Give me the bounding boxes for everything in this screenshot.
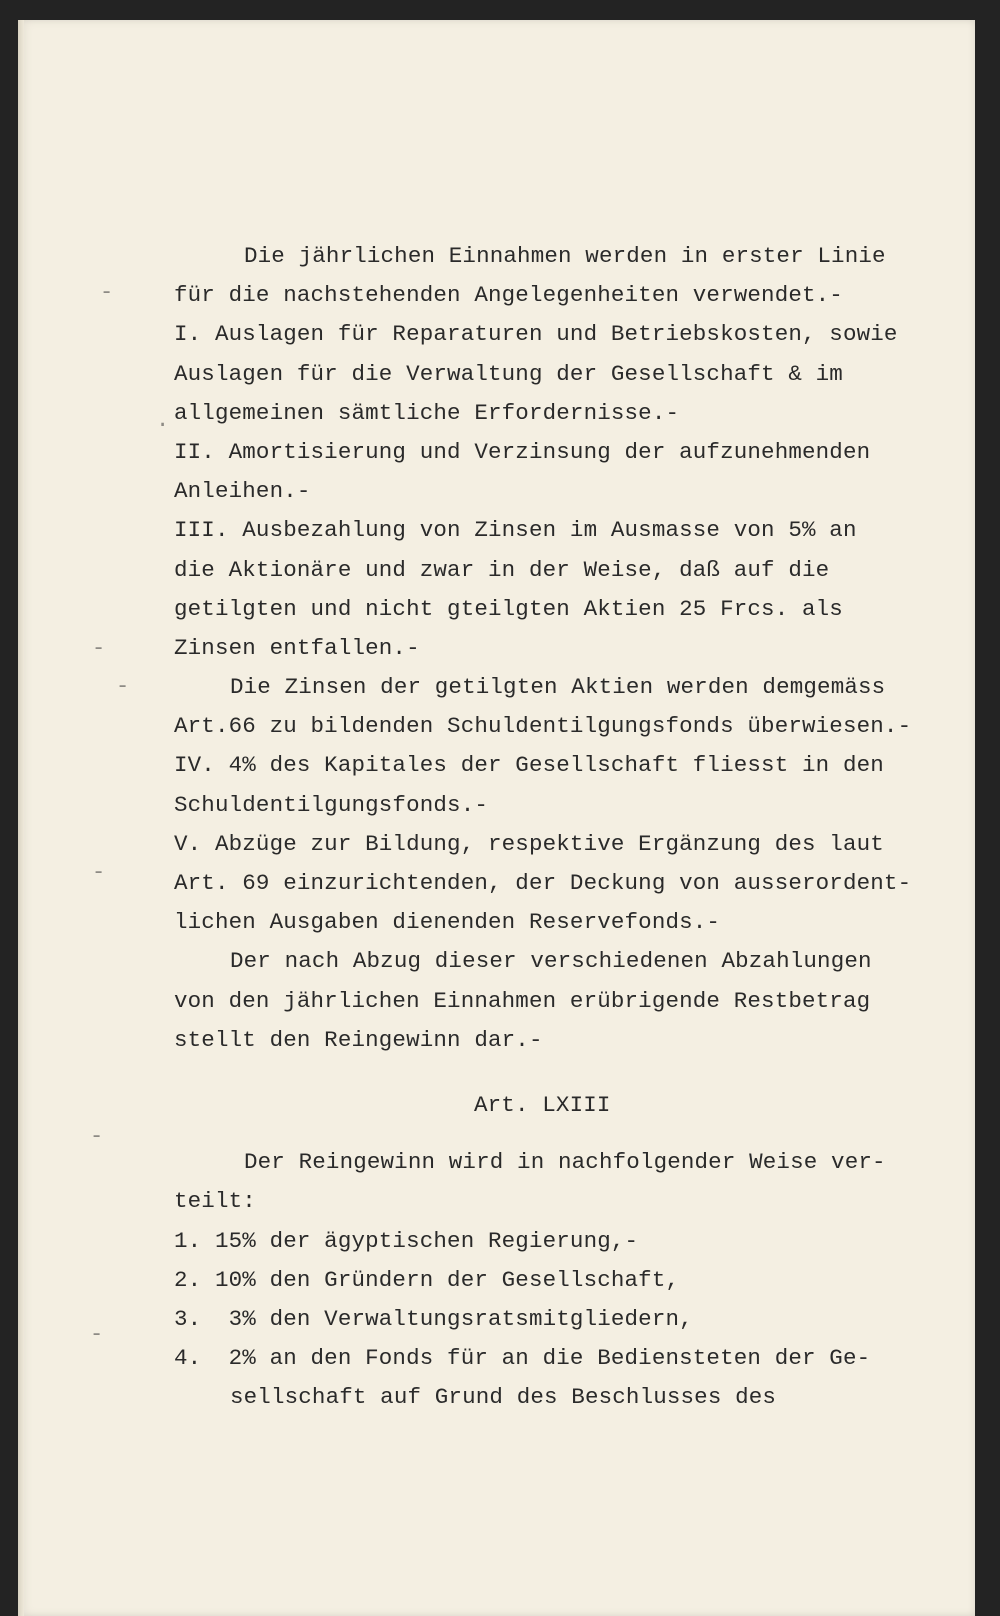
text-line: Die jährlichen Einnahmen werden in erster Linie (244, 243, 886, 269)
text-line: die Aktionäre und zwar in der Weise, daß auf die (174, 556, 830, 583)
article-heading: Art. LXIII (474, 1091, 611, 1118)
text-line: III. Ausbezahlung von Zinsen im Ausmasse von 5% an (174, 517, 857, 544)
text-line: getilgten und nicht gteilgten Aktien 25 Frcs. als (174, 595, 843, 622)
text-line: V. Abzüge zur Bildung, respektive Ergänzung des laut (174, 830, 884, 857)
text-line: Der nach Abzug dieser verschiedenen Abzahlungen (230, 948, 872, 975)
text-line: II. Amortisierung und Verzinsung der aufzunehmenden (174, 438, 871, 465)
text-line: Anleihen.- (174, 478, 311, 505)
margin-dash-mark: - (116, 674, 130, 699)
text-line: Art.66 zu bildenden Schuldentilgungsfonds überwiesen.- (174, 713, 912, 740)
text-line: Schuldentilgungsfonds.- (174, 791, 489, 818)
text-line: I. Auslagen für Reparaturen und Betriebskosten, sowie (174, 321, 898, 348)
text-line: IV. 4% des Kapitales der Gesellschaft fliesst in den (174, 752, 884, 779)
text-line: allgemeinen sämtliche Erfordernisse.- (174, 399, 680, 426)
list-item: 2. 10% den Gründern der Gesellschaft, (174, 1266, 680, 1293)
text-line: stellt den Reingewinn dar.- (174, 1026, 543, 1053)
list-item: 1. 15% der ägyptischen Regierung,- (174, 1227, 639, 1254)
text-line: für die nachstehenden Angelegenheiten verwendet.- (174, 282, 843, 309)
margin-dash-mark: - (92, 860, 106, 885)
text-line: lichen Ausgaben dienenden Reservefonds.- (174, 909, 721, 936)
list-item: 4. 2% an den Fonds für an die Bediensteten der Ge- (174, 1345, 871, 1372)
text-line: Der Reingewinn wird in nachfolgender Weise ver- (244, 1149, 886, 1176)
document-body (174, 237, 964, 1417)
margin-dot-mark: . (156, 408, 170, 433)
text-line: Auslagen für die Verwaltung der Gesellschaft & im (174, 360, 843, 387)
text-line: Art. 69 einzurichtenden, der Deckung von ausserordent- (174, 870, 912, 896)
margin-dash-mark: - (100, 280, 114, 305)
margin-dash-mark: - (92, 636, 106, 661)
margin-dash-mark: - (90, 1322, 104, 1347)
text-line: teilt: (174, 1188, 256, 1215)
list-item-continuation: sellschaft auf Grund des Beschlusses des (230, 1384, 777, 1411)
text-line: Zinsen entfallen.- (174, 634, 420, 661)
page-left-edge (18, 20, 24, 1616)
text-line: von den jährlichen Einnahmen erübrigende Restbetrag (174, 987, 871, 1014)
text-line: Die Zinsen der getilgten Aktien werden demgemäss (230, 674, 886, 701)
list-item: 3. 3% den Verwaltungsratsmitgliedern, (174, 1305, 693, 1332)
margin-dash-mark: - (90, 1124, 104, 1149)
